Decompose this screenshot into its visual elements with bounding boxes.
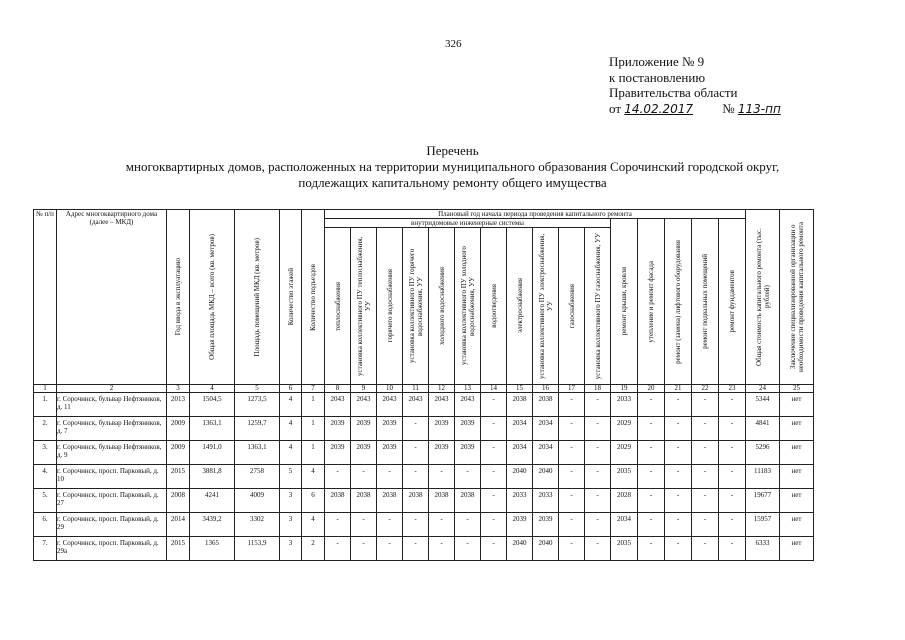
table-cell: 2043 xyxy=(351,393,377,417)
table-cell: - xyxy=(719,513,746,537)
table-cell: - xyxy=(429,465,455,489)
table-cell: 2039 xyxy=(325,441,351,465)
header-year-built: Год ввода в эксплуатацию xyxy=(167,210,190,385)
address-cell: г. Сорочинск, просп. Парковый, д. 29а xyxy=(57,537,167,561)
table-cell: 2039 xyxy=(325,417,351,441)
appendix-line-3: Правительства области xyxy=(609,85,738,100)
table-cell: - xyxy=(719,441,746,465)
header-c18: установка коллективного ПУ газоснабжения, УУ xyxy=(585,228,611,385)
table-cell: - xyxy=(665,441,692,465)
table-cell: 5 xyxy=(280,465,302,489)
column-number-25: 25 xyxy=(780,385,814,393)
table-cell: - xyxy=(665,537,692,561)
table-cell: - xyxy=(429,537,455,561)
table-cell: 2 xyxy=(302,537,325,561)
table-cell: 2043 xyxy=(377,393,403,417)
table-cell: 2043 xyxy=(455,393,481,417)
table-cell: 2015 xyxy=(167,465,190,489)
appendix-line-2: к постановлению xyxy=(609,69,706,85)
table-cell: - xyxy=(481,441,507,465)
table-cell: - xyxy=(585,417,611,441)
table-cell: 2038 xyxy=(377,489,403,513)
header-engineering: внутридомовые инженерные системы xyxy=(325,219,611,228)
table-cell: - xyxy=(638,417,665,441)
table-cell: - xyxy=(692,417,719,441)
table-cell: 4241 xyxy=(190,489,235,513)
table-cell: 1273,5 xyxy=(235,393,280,417)
table-cell: - xyxy=(455,513,481,537)
table-cell: 2039 xyxy=(533,513,559,537)
column-number-14: 14 xyxy=(481,385,507,393)
table-cell: - xyxy=(692,513,719,537)
table-cell: - xyxy=(559,465,585,489)
number-prefix: № xyxy=(722,100,735,116)
table-cell: - xyxy=(481,537,507,561)
table-cell: - xyxy=(692,441,719,465)
table-cell: - xyxy=(638,465,665,489)
table-cell: 7. xyxy=(34,537,57,561)
table-cell: 2040 xyxy=(533,537,559,561)
table-cell: - xyxy=(403,465,429,489)
table-cell: 4 xyxy=(280,441,302,465)
table-cell: - xyxy=(638,393,665,417)
table-cell: 2034 xyxy=(507,417,533,441)
header-c8: теплоснабжения xyxy=(325,228,351,385)
table-cell: - xyxy=(325,537,351,561)
table-cell: - xyxy=(377,513,403,537)
column-number-5: 5 xyxy=(235,385,280,393)
table-cell: - xyxy=(585,513,611,537)
table-cell: 2034 xyxy=(611,513,638,537)
table-cell: 2758 xyxy=(235,465,280,489)
table-cell: - xyxy=(559,513,585,537)
table-cell: - xyxy=(455,537,481,561)
column-number-1: 1 xyxy=(34,385,57,393)
header-total-area: Общая площадь МКД – всего (кв. метров) xyxy=(190,210,235,385)
table-cell: - xyxy=(585,489,611,513)
table-cell: 2039 xyxy=(455,441,481,465)
header-num: № п/п xyxy=(34,210,57,385)
column-number-22: 22 xyxy=(692,385,719,393)
table-cell: 2013 xyxy=(167,393,190,417)
table-cell: 19677 xyxy=(746,489,780,513)
column-number-10: 10 xyxy=(377,385,403,393)
table-row xyxy=(34,513,814,537)
table-cell: - xyxy=(403,441,429,465)
table-cell: - xyxy=(692,393,719,417)
table-cell: - xyxy=(585,537,611,561)
table-cell: 1363,1 xyxy=(235,441,280,465)
table-cell: 1259,7 xyxy=(235,417,280,441)
table-cell: 2035 xyxy=(611,465,638,489)
table-cell: 6333 xyxy=(746,537,780,561)
table-cell: 5. xyxy=(34,489,57,513)
table-cell: - xyxy=(481,465,507,489)
table-cell: нет xyxy=(780,441,814,465)
table-cell: - xyxy=(325,513,351,537)
column-number-11: 11 xyxy=(403,385,429,393)
table-row xyxy=(34,537,814,561)
table-cell: - xyxy=(692,489,719,513)
table-cell: - xyxy=(719,393,746,417)
table-cell: 2040 xyxy=(507,537,533,561)
table-cell: 2038 xyxy=(351,489,377,513)
table-cell: 2038 xyxy=(455,489,481,513)
header-address: Адрес многоквартирного дома (далее – МКД) xyxy=(57,210,167,385)
table-cell: - xyxy=(665,417,692,441)
table-cell: - xyxy=(665,513,692,537)
table-cell: 4009 xyxy=(235,489,280,513)
column-number-17: 17 xyxy=(559,385,585,393)
table-cell: 2039 xyxy=(351,417,377,441)
table-row xyxy=(34,489,814,513)
header-c12: холодного водоснабжения xyxy=(429,228,455,385)
appendix-date-line xyxy=(609,101,781,118)
table-cell: 3881,8 xyxy=(190,465,235,489)
table-cell: 2039 xyxy=(455,417,481,441)
header-premises-area: Площадь помещений МКД (кв. метров) xyxy=(235,210,280,385)
column-number-6: 6 xyxy=(280,385,302,393)
table-row xyxy=(34,393,814,417)
table-cell: 1 xyxy=(302,417,325,441)
header-c9: установка коллективного ПУ теплоснабжения, УУ xyxy=(351,228,377,385)
header-c21: ремонт (замена) лифтового оборудования xyxy=(665,219,692,385)
table-cell: - xyxy=(719,489,746,513)
table-cell: - xyxy=(719,537,746,561)
table-row xyxy=(34,465,814,489)
table-cell: 2014 xyxy=(167,513,190,537)
table-cell: - xyxy=(719,417,746,441)
table-cell: 2015 xyxy=(167,537,190,561)
table-cell: 2043 xyxy=(429,393,455,417)
table-cell: - xyxy=(719,465,746,489)
table-cell: 2. xyxy=(34,417,57,441)
table-cell: 1 xyxy=(302,393,325,417)
table-cell: 2038 xyxy=(403,489,429,513)
table-cell: 1491,0 xyxy=(190,441,235,465)
table-row xyxy=(34,441,814,465)
column-number-19: 19 xyxy=(611,385,638,393)
table-cell: нет xyxy=(780,489,814,513)
table-cell: 2039 xyxy=(351,441,377,465)
table-cell: 4 xyxy=(302,465,325,489)
header-planned-year: Плановый год начала периода проведения капитального ремонта xyxy=(325,210,746,219)
table-cell: - xyxy=(429,513,455,537)
table-cell: - xyxy=(692,465,719,489)
table-cell: - xyxy=(351,465,377,489)
document-title xyxy=(0,143,905,191)
table-cell: 2035 xyxy=(611,537,638,561)
table-cell: 2029 xyxy=(611,441,638,465)
table-cell: 1365 xyxy=(190,537,235,561)
table-cell: 3302 xyxy=(235,513,280,537)
table-cell: 2028 xyxy=(611,489,638,513)
table-cell: - xyxy=(481,417,507,441)
table-cell: нет xyxy=(780,465,814,489)
table-cell: 2029 xyxy=(611,417,638,441)
address-cell: г. Сорочинск, бульвар Нефтяников, д. 9 xyxy=(57,441,167,465)
title-line-2: многоквартирных домов, расположенных на территории муниципального образования Сорочинский городской округ, xyxy=(125,159,780,174)
table-cell: - xyxy=(585,393,611,417)
table-cell: - xyxy=(403,537,429,561)
table-cell: 2038 xyxy=(533,393,559,417)
table-cell: - xyxy=(638,489,665,513)
table-cell: - xyxy=(638,513,665,537)
table-cell: - xyxy=(351,513,377,537)
table-cell: 4841 xyxy=(746,417,780,441)
table-cell: 2040 xyxy=(533,465,559,489)
table-cell: 2038 xyxy=(325,489,351,513)
header-total-cost: Общая стоимость капитального ремонта (тыс. рублей) xyxy=(746,210,780,385)
table-cell: - xyxy=(559,441,585,465)
table-cell: - xyxy=(559,393,585,417)
table-cell: 2034 xyxy=(533,417,559,441)
title-line-3: подлежащих капитальному ремонту общего имущества xyxy=(298,175,607,190)
table-cell: 1. xyxy=(34,393,57,417)
column-number-13: 13 xyxy=(455,385,481,393)
column-number-18: 18 xyxy=(585,385,611,393)
table-cell: 3 xyxy=(280,489,302,513)
column-number-row xyxy=(34,385,814,393)
column-number-15: 15 xyxy=(507,385,533,393)
table-cell: 15957 xyxy=(746,513,780,537)
table-cell: нет xyxy=(780,393,814,417)
column-number-21: 21 xyxy=(665,385,692,393)
table-cell: 2039 xyxy=(429,441,455,465)
header-c10: горячего водоснабжения xyxy=(377,228,403,385)
header-c17: газоснабжения xyxy=(559,228,585,385)
header-c16: установка коллективного ПУ электроснабжения, УУ xyxy=(533,228,559,385)
table-cell: 2039 xyxy=(429,417,455,441)
table-cell: 6. xyxy=(34,513,57,537)
appendix-line-1: Приложение № 9 xyxy=(609,54,705,69)
table-cell: - xyxy=(559,489,585,513)
column-number-9: 9 xyxy=(351,385,377,393)
table-cell: - xyxy=(665,465,692,489)
table-cell: - xyxy=(559,537,585,561)
table-cell: 2034 xyxy=(533,441,559,465)
table-cell: 2008 xyxy=(167,489,190,513)
appendix-block xyxy=(609,54,781,117)
column-number-4: 4 xyxy=(190,385,235,393)
column-number-23: 23 xyxy=(719,385,746,393)
header-c14: водоотведения xyxy=(481,228,507,385)
table-cell: - xyxy=(481,513,507,537)
header-c11: установка коллективного ПУ горячего водоснабжения, УУ xyxy=(403,228,429,385)
header-c19: ремонт крыши, кровли xyxy=(611,219,638,385)
column-number-20: 20 xyxy=(638,385,665,393)
table-cell: 5296 xyxy=(746,441,780,465)
column-number-8: 8 xyxy=(325,385,351,393)
table-cell: 3 xyxy=(280,537,302,561)
table-cell: - xyxy=(377,537,403,561)
column-number-24: 24 xyxy=(746,385,780,393)
table-cell: нет xyxy=(780,537,814,561)
table-cell: - xyxy=(325,465,351,489)
table-cell: - xyxy=(665,393,692,417)
table-cell: 1504,5 xyxy=(190,393,235,417)
header-c13: установка коллективного ПУ холодного водоснабжения, УУ xyxy=(455,228,481,385)
address-cell: г. Сорочинск, просп. Парковый, д. 10 xyxy=(57,465,167,489)
table-cell: - xyxy=(559,417,585,441)
table-cell: 4 xyxy=(280,417,302,441)
header-c20: утепление и ремонт фасада xyxy=(638,219,665,385)
table-cell: 2043 xyxy=(403,393,429,417)
address-cell: г. Сорочинск, просп. Парковый, д. 27 xyxy=(57,489,167,513)
table-cell: 11183 xyxy=(746,465,780,489)
header-entrances: Количество подъездов xyxy=(302,210,325,385)
address-cell: г. Сорочинск, бульвар Нефтяников, д. 7 xyxy=(57,417,167,441)
table-cell: - xyxy=(692,537,719,561)
table-cell: 2033 xyxy=(533,489,559,513)
table-cell: 1363,1 xyxy=(190,417,235,441)
column-number-3: 3 xyxy=(167,385,190,393)
table-cell: 1153,9 xyxy=(235,537,280,561)
table-cell: 2039 xyxy=(377,441,403,465)
title-line-1: Перечень xyxy=(426,143,479,158)
table-cell: 2009 xyxy=(167,417,190,441)
column-number-2: 2 xyxy=(57,385,167,393)
header-c23: ремонт фундаментов xyxy=(719,219,746,385)
date-prefix: от xyxy=(609,100,622,116)
table-cell: 1 xyxy=(302,441,325,465)
header-c22: ремонт подвальных помещений xyxy=(692,219,719,385)
header-c15: электроснабжения xyxy=(507,228,533,385)
table-cell: - xyxy=(377,465,403,489)
table-cell: нет xyxy=(780,417,814,441)
table-cell: 2043 xyxy=(325,393,351,417)
page-number: 326 xyxy=(445,38,462,50)
table-cell: 2039 xyxy=(377,417,403,441)
column-number-7: 7 xyxy=(302,385,325,393)
table-cell: 4 xyxy=(280,393,302,417)
table-cell: - xyxy=(638,537,665,561)
header-floors: Количество этажей xyxy=(280,210,302,385)
table-cell: 6 xyxy=(302,489,325,513)
table-cell: 2038 xyxy=(507,393,533,417)
table-cell: 5344 xyxy=(746,393,780,417)
table-cell: 2034 xyxy=(507,441,533,465)
table-cell: 2040 xyxy=(507,465,533,489)
header-conclusion: Заключение специализированной организации о необходимости проведения капитального ремонта xyxy=(780,210,814,385)
table-cell: 4. xyxy=(34,465,57,489)
table-row xyxy=(34,417,814,441)
table-cell: - xyxy=(481,393,507,417)
date-value: 14.02.2017 xyxy=(624,101,693,116)
number-value: 113-пп xyxy=(737,101,781,116)
table-cell: - xyxy=(481,489,507,513)
table-cell: - xyxy=(351,537,377,561)
table-cell: 2033 xyxy=(507,489,533,513)
table-cell: 3 xyxy=(280,513,302,537)
table-cell: - xyxy=(403,417,429,441)
table-cell: 2033 xyxy=(611,393,638,417)
table-cell: - xyxy=(665,489,692,513)
table-cell: 2009 xyxy=(167,441,190,465)
column-number-16: 16 xyxy=(533,385,559,393)
table-cell: 3. xyxy=(34,441,57,465)
address-cell: г. Сорочинск, бульвар Нефтяников, д. 11 xyxy=(57,393,167,417)
repair-table xyxy=(33,209,814,561)
table-cell: 2038 xyxy=(429,489,455,513)
table-cell: 4 xyxy=(302,513,325,537)
table-cell: 3439,2 xyxy=(190,513,235,537)
table-cell: - xyxy=(585,465,611,489)
table-cell: - xyxy=(403,513,429,537)
table-cell: нет xyxy=(780,513,814,537)
address-cell: г. Сорочинск, просп. Парковый, д. 29 xyxy=(57,513,167,537)
column-number-12: 12 xyxy=(429,385,455,393)
table-cell: 2039 xyxy=(507,513,533,537)
table-cell: - xyxy=(638,441,665,465)
table-cell: - xyxy=(455,465,481,489)
table-cell: - xyxy=(585,441,611,465)
